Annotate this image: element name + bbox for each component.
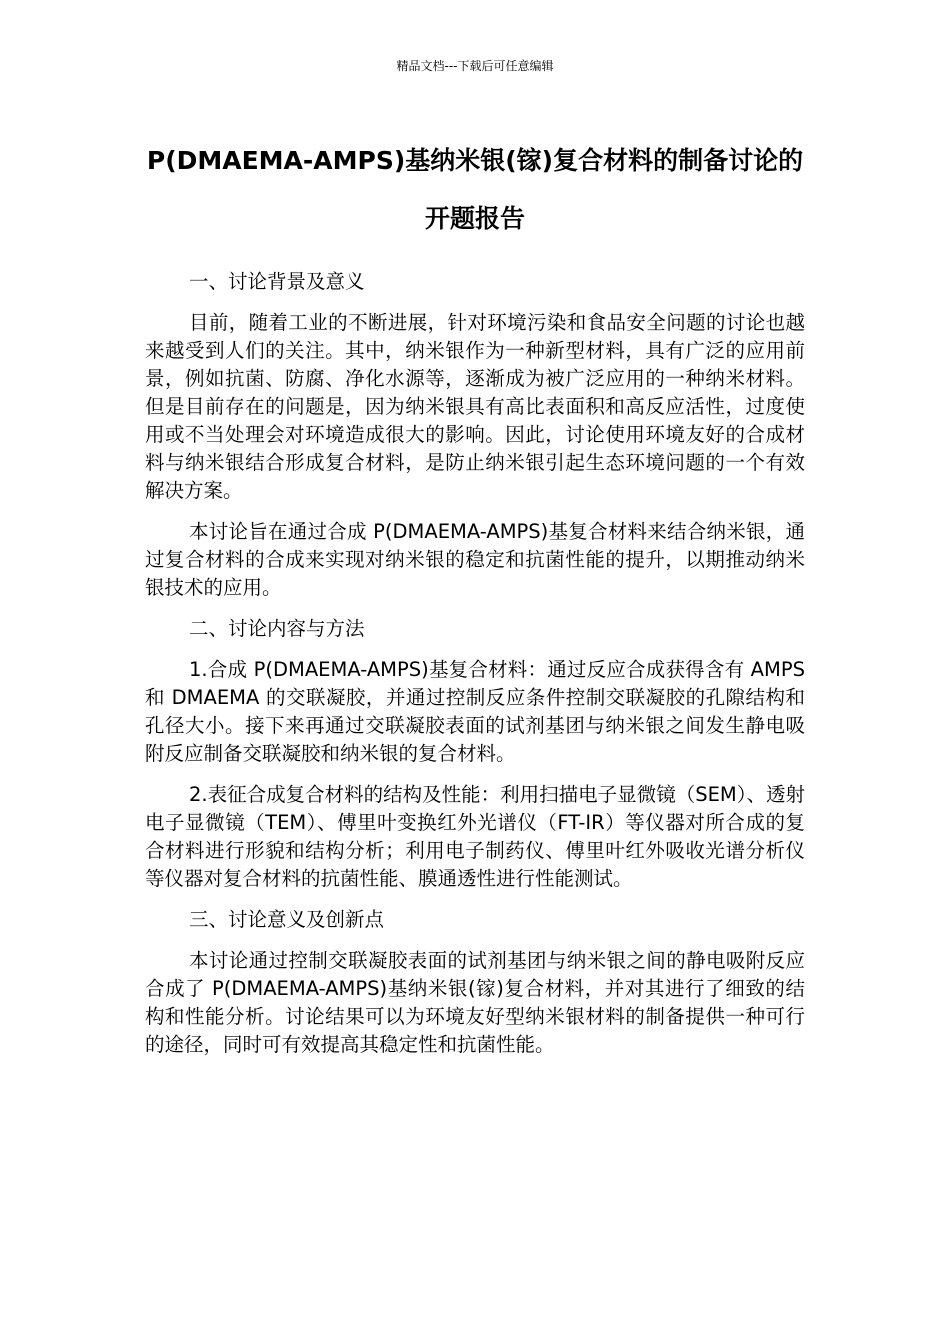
paragraph-significance: 本讨论通过控制交联凝胶表面的试剂基团与纳米银之间的静电吸附反应合成了 P(DMAEMA-AMPS)基纳米银(镓)复合材料，并对其进行了细致的结构和性能分析。讨论结果可以为环境友好型纳米银材料的制备提供一种可行的途径，同时可有效提高其稳定性和抗菌性能。 (145, 949, 805, 1056)
document-body (145, 268, 805, 1072)
paragraph-characterization: 2.表征合成复合材料的结构及性能：利用扫描电子显微镜（SEM）、透射电子显微镜（TEM）、傅里叶变换红外光谱仪（FT-IR）等仪器对所合成的复合材料进行形貌和结构分析；利用电子制药仪、傅里叶红外吸收光谱分析仪等仪器对复合材料的抗菌性能、膜通透性进行性能测试。 (145, 783, 805, 890)
header-note: 精品文档---下载后可任意编辑 (396, 59, 554, 73)
section-heading-significance: 三、讨论意义及创新点 (189, 908, 385, 931)
paragraph-purpose: 本讨论旨在通过合成 P(DMAEMA-AMPS)基复合材料来结合纳米银，通过复合材料的合成来实现对纳米银的稳定和抗菌性能的提升，以期推动纳米银技术的应用。 (145, 520, 805, 599)
document-title: P(DMAEMA-AMPS)基纳米银(镓)复合材料的制备讨论的开题报告 (146, 146, 804, 233)
section-heading-background: 一、讨论背景及意义 (189, 270, 365, 293)
paragraph-synthesis: 1.合成 P(DMAEMA-AMPS)基复合材料：通过反应合成获得含有 AMPS 和 DMAEMA 的交联凝胶，并通过控制反应条件控制交联凝胶的孔隙结构和孔径大小。接下来再通过交联凝胶表面的试剂基团与纳米银之间发生静电吸附反应制备交联凝胶和纳米银的复合材料。 (145, 658, 805, 765)
paragraph-background: 目前，随着工业的不断进展，针对环境污染和食品安全问题的讨论也越来越受到人们的关注。其中，纳米银作为一种新型材料，具有广泛的应用前景，例如抗菌、防腐、净化水源等，逐渐成为被广泛应用的一种纳米材料。但是目前存在的问题是，因为纳米银具有高比表面积和高反应活性，过度使用或不当处理会对环境造成很大的影响。因此，讨论使用环境友好的合成材料与纳米银结合形成复合材料，是防止纳米银引起生态环境问题的一个有效解决方案。 (145, 311, 805, 502)
section-heading-content-methods: 二、讨论内容与方法 (189, 617, 365, 640)
